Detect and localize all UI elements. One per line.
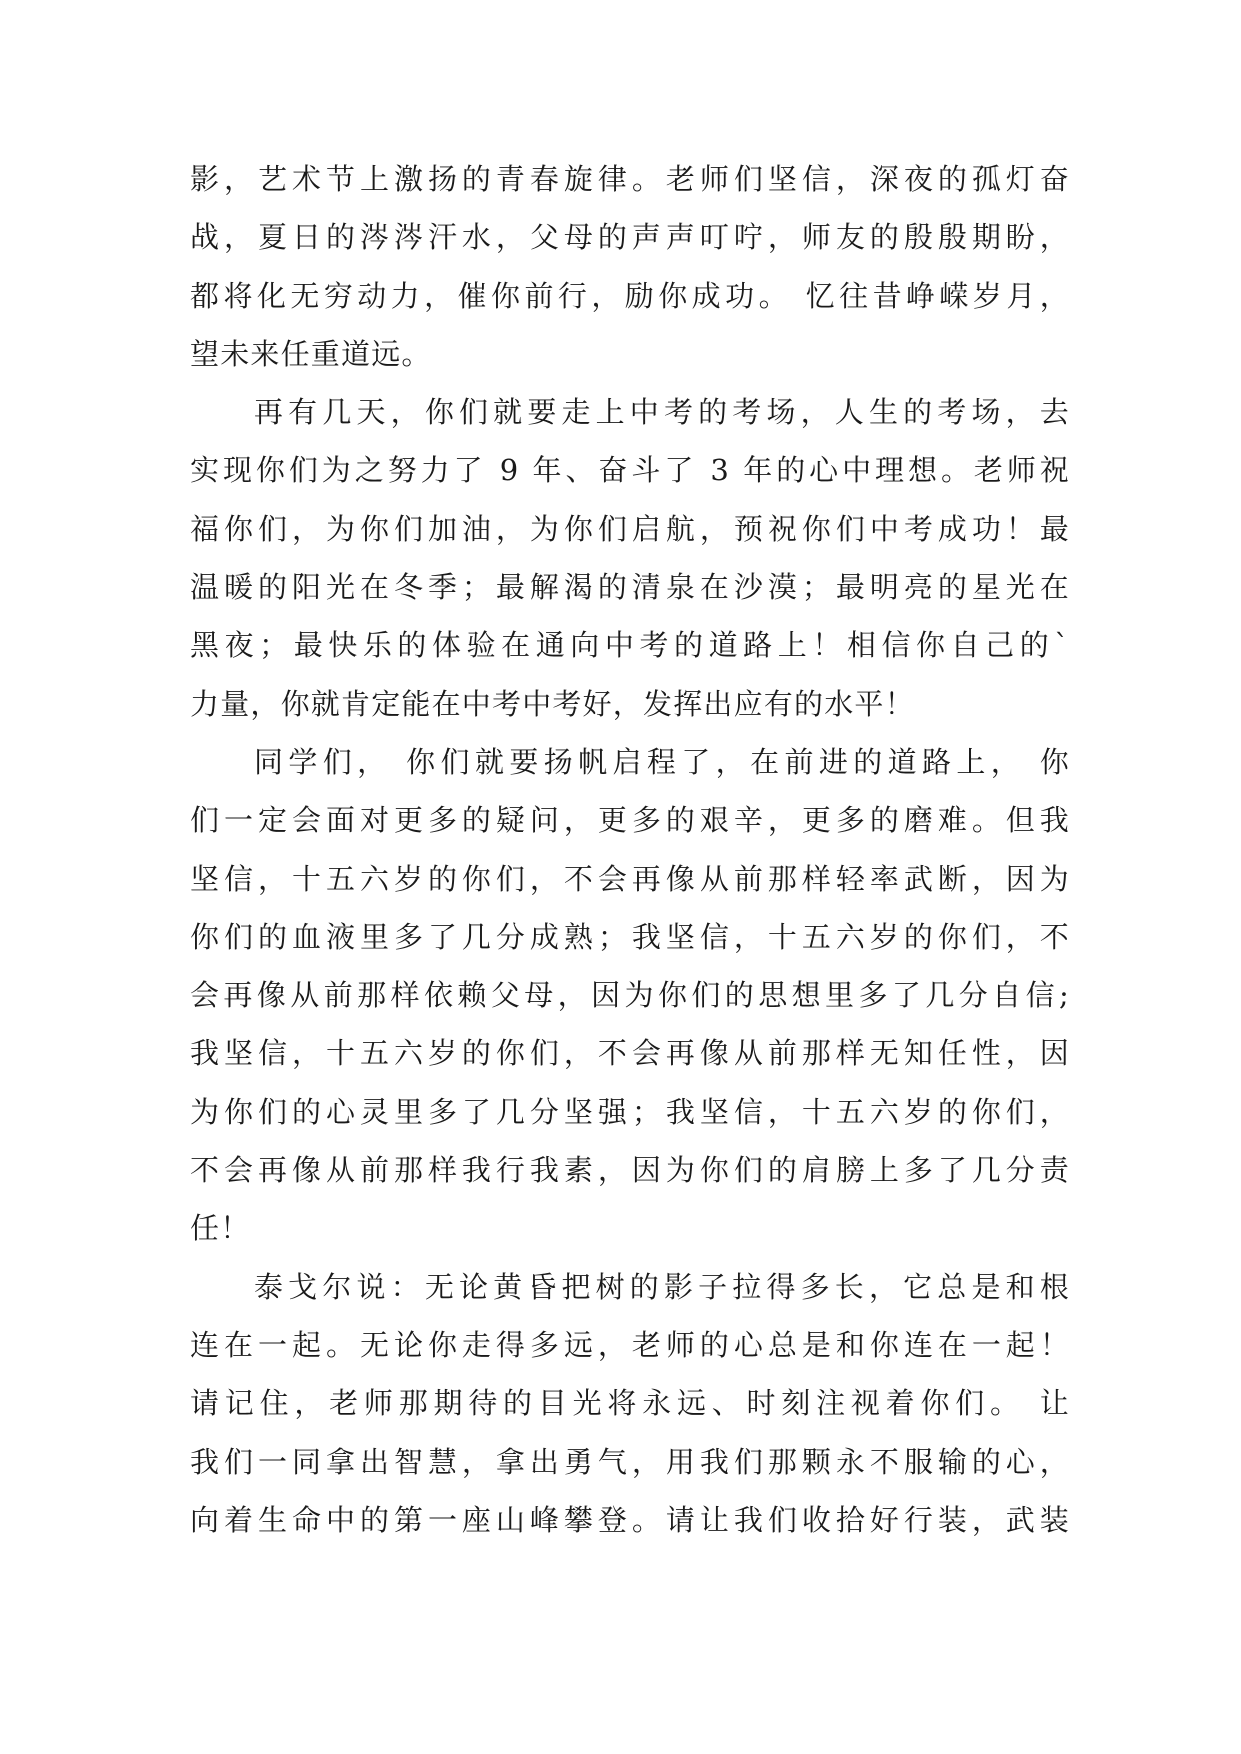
text-line: 黑夜；最快乐的体验在通向中考的道路上！相信你自己的` — [190, 628, 1070, 663]
paragraph-1 — [190, 150, 1070, 383]
text-line: 望未来任重道远。 — [190, 336, 432, 371]
text-line: 请记住，老师那期待的目光将永远、时刻注视着你们。 让 — [190, 1386, 1070, 1421]
text-line: 再有几天，你们就要走上中考的考场，人生的考场，去 — [254, 395, 1070, 430]
text-line: 会再像从前那样依赖父母，因为你们的思想里多了几分自信; — [190, 978, 1070, 1013]
text-line: 连在一起。无论你走得多远，老师的心总是和你连在一起！ — [190, 1327, 1070, 1362]
paragraph-3 — [190, 733, 1070, 1258]
paragraph-2 — [190, 383, 1070, 733]
text-line: 坚信，十五六岁的你们，不会再像从前那样轻率武断，因为 — [190, 861, 1070, 896]
text-line: 我坚信，十五六岁的你们，不会再像从前那样无知任性，因 — [190, 1036, 1070, 1071]
text-line: 们一定会面对更多的疑问，更多的艰辛，更多的磨难。但我 — [190, 803, 1070, 838]
paragraph-4 — [190, 1258, 1070, 1549]
text-line: 实现你们为之努力了 9 年、奋斗了 3 年的心中理想。老师祝 — [190, 453, 1070, 488]
text-line: 力量，你就肯定能在中考中考好，发挥出应有的水平！ — [190, 686, 915, 721]
text-line: 不会再像从前那样我行我素，因为你们的肩膀上多了几分责 — [190, 1153, 1070, 1188]
text-line: 向着生命中的第一座山峰攀登。请让我们收拾好行装，武装 — [190, 1502, 1070, 1537]
text-line: 我们一同拿出智慧，拿出勇气，用我们那颗永不服输的心， — [190, 1444, 1070, 1479]
text-line: 同学们， 你们就要扬帆启程了，在前进的道路上， 你 — [254, 744, 1070, 779]
text-line: 都将化无穷动力，催你前行，励你成功。 忆往昔峥嵘岁月， — [190, 278, 1070, 313]
text-line: 温暖的阳光在冬季；最解渴的清泉在沙漠；最明亮的星光在 — [190, 570, 1070, 605]
text-line: 任！ — [190, 1211, 251, 1246]
document-page — [190, 150, 1070, 1549]
text-line: 你们的血液里多了几分成熟；我坚信，十五六岁的你们，不 — [190, 919, 1070, 954]
text-line: 为你们的心灵里多了几分坚强；我坚信，十五六岁的你们， — [190, 1094, 1070, 1129]
text-line: 影，艺术节上激扬的青春旋律。老师们坚信，深夜的孤灯奋 — [190, 162, 1070, 196]
text-line: 战，夏日的涔涔汗水，父母的声声叮咛，师友的殷殷期盼， — [190, 220, 1070, 255]
text-line: 福你们，为你们加油，为你们启航，预祝你们中考成功！最 — [190, 511, 1070, 546]
text-line: 泰戈尔说：无论黄昏把树的影子拉得多长，它总是和根 — [254, 1269, 1070, 1304]
